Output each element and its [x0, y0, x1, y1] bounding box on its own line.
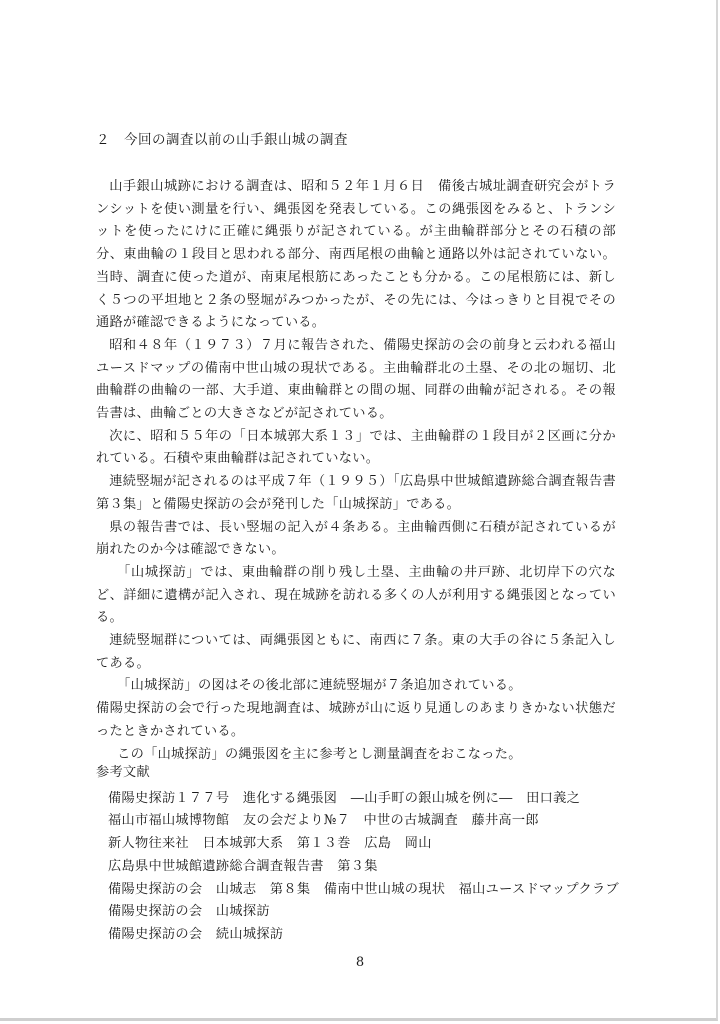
references-section — [96, 762, 619, 947]
paragraph-6: 「山城探訪」では、東曲輪群の削り残し土塁、主曲輪の井戸跡、北切岸下の穴など、詳細に遺構が記入され、現在城跡を訪れる多くの人が利用する縄張図となっている。 — [96, 564, 616, 626]
page-number: 8 — [355, 955, 365, 970]
paragraph-2: 昭和４８年（１９７３）７月に報告された、備陽史探訪の会の前身と云われる福山ユースドマップの備南中世山城の現状である。主曲輪群北の土塁、その北の堀切、北曲輪群の曲輪の一部、大手道、東曲輪群との間の堀、同群の曲輪が記される。その報告書は、曲輪ごとの大きさなどが記されている。 — [96, 337, 616, 422]
reference-item: 福山市福山城博物館 友の会だより№７ 中世の古城調査 藤井高一郎 — [108, 813, 539, 829]
reference-item: 備陽史探訪の会 続山城探訪 — [108, 926, 284, 942]
paragraph-5: 県の報告書では、長い竪堀の記入が４条ある。主曲輪西側に石積が記されているが崩れたのか今は確認できない。 — [96, 519, 616, 558]
paragraph-4: 連続竪堀が記されるのは平成７年（１９９５）「広島県中世城館遺跡総合調査報告書第３集」と備陽史探訪の会が発刊した「山城探訪」である。 — [96, 474, 616, 512]
paragraph-8: 「山城探訪」の図はその後北部に連続竪堀が７条追加されている。 — [117, 678, 522, 694]
reference-item: 備陽史探訪１７７号 進化する縄張図 ―山手町の銀山城を例に― 田口義之 — [108, 790, 581, 806]
body-text — [96, 176, 616, 766]
paragraph-10: この「山城探訪」の縄張図を主に参考とし測量調査をおこなった。 — [117, 746, 522, 762]
paragraph-1: 山手銀山城跡における調査は、昭和５２年１月６日 備後古城址調査研究会がトランシットを使い測量を行い、縄張図を発表している。この縄張図をみると、トランシットを使ったにけに正確に縄張りが記されている。が主曲輪群部分とその石積の部分、東曲輪の１段目と思われる部分、南西尾根の曲輪と通路以外は記されていない。当時、調査に使った道が、南東尾根筋にあったことも分かる。この尾根筋には、新しく５つの平坦地と２条の竪堀がみつかったが、その先には、今はっきりと目視でその通路が確認できるようになっている。 — [96, 179, 616, 331]
reference-item: 備陽史探訪の会 山城志 第８集 備南中世山城の現状 福山ユースドマップクラブ — [108, 881, 619, 897]
paragraph-9: 備陽史探訪の会で行った現地調査は、城跡が山に返り見通しのあまりきかない状態だったときかされている。 — [96, 701, 616, 739]
reference-item: 備陽史探訪の会 山城探訪 — [108, 904, 270, 920]
reference-item: 広島県中世城館遺跡総合調査報告書 第３集 — [108, 858, 378, 874]
section-heading: ２ 今回の調査以前の山手銀山城の調査 — [96, 132, 348, 148]
reference-item: 新人物往来社 日本城郭大系 第１３巻 広島 岡山 — [108, 836, 432, 852]
paragraph-7: 連続竪堀群については、両縄張図ともに、南西に７条。東の大手の谷に５条記入してある。 — [96, 633, 616, 671]
references-title: 参考文献 — [96, 765, 150, 780]
paragraph-3: 次に、昭和５５年の「日本城郭大系１３」では、主曲輪群の１段目が２区画に分かれている。石積や東曲輪群は記されていない。 — [96, 428, 616, 467]
